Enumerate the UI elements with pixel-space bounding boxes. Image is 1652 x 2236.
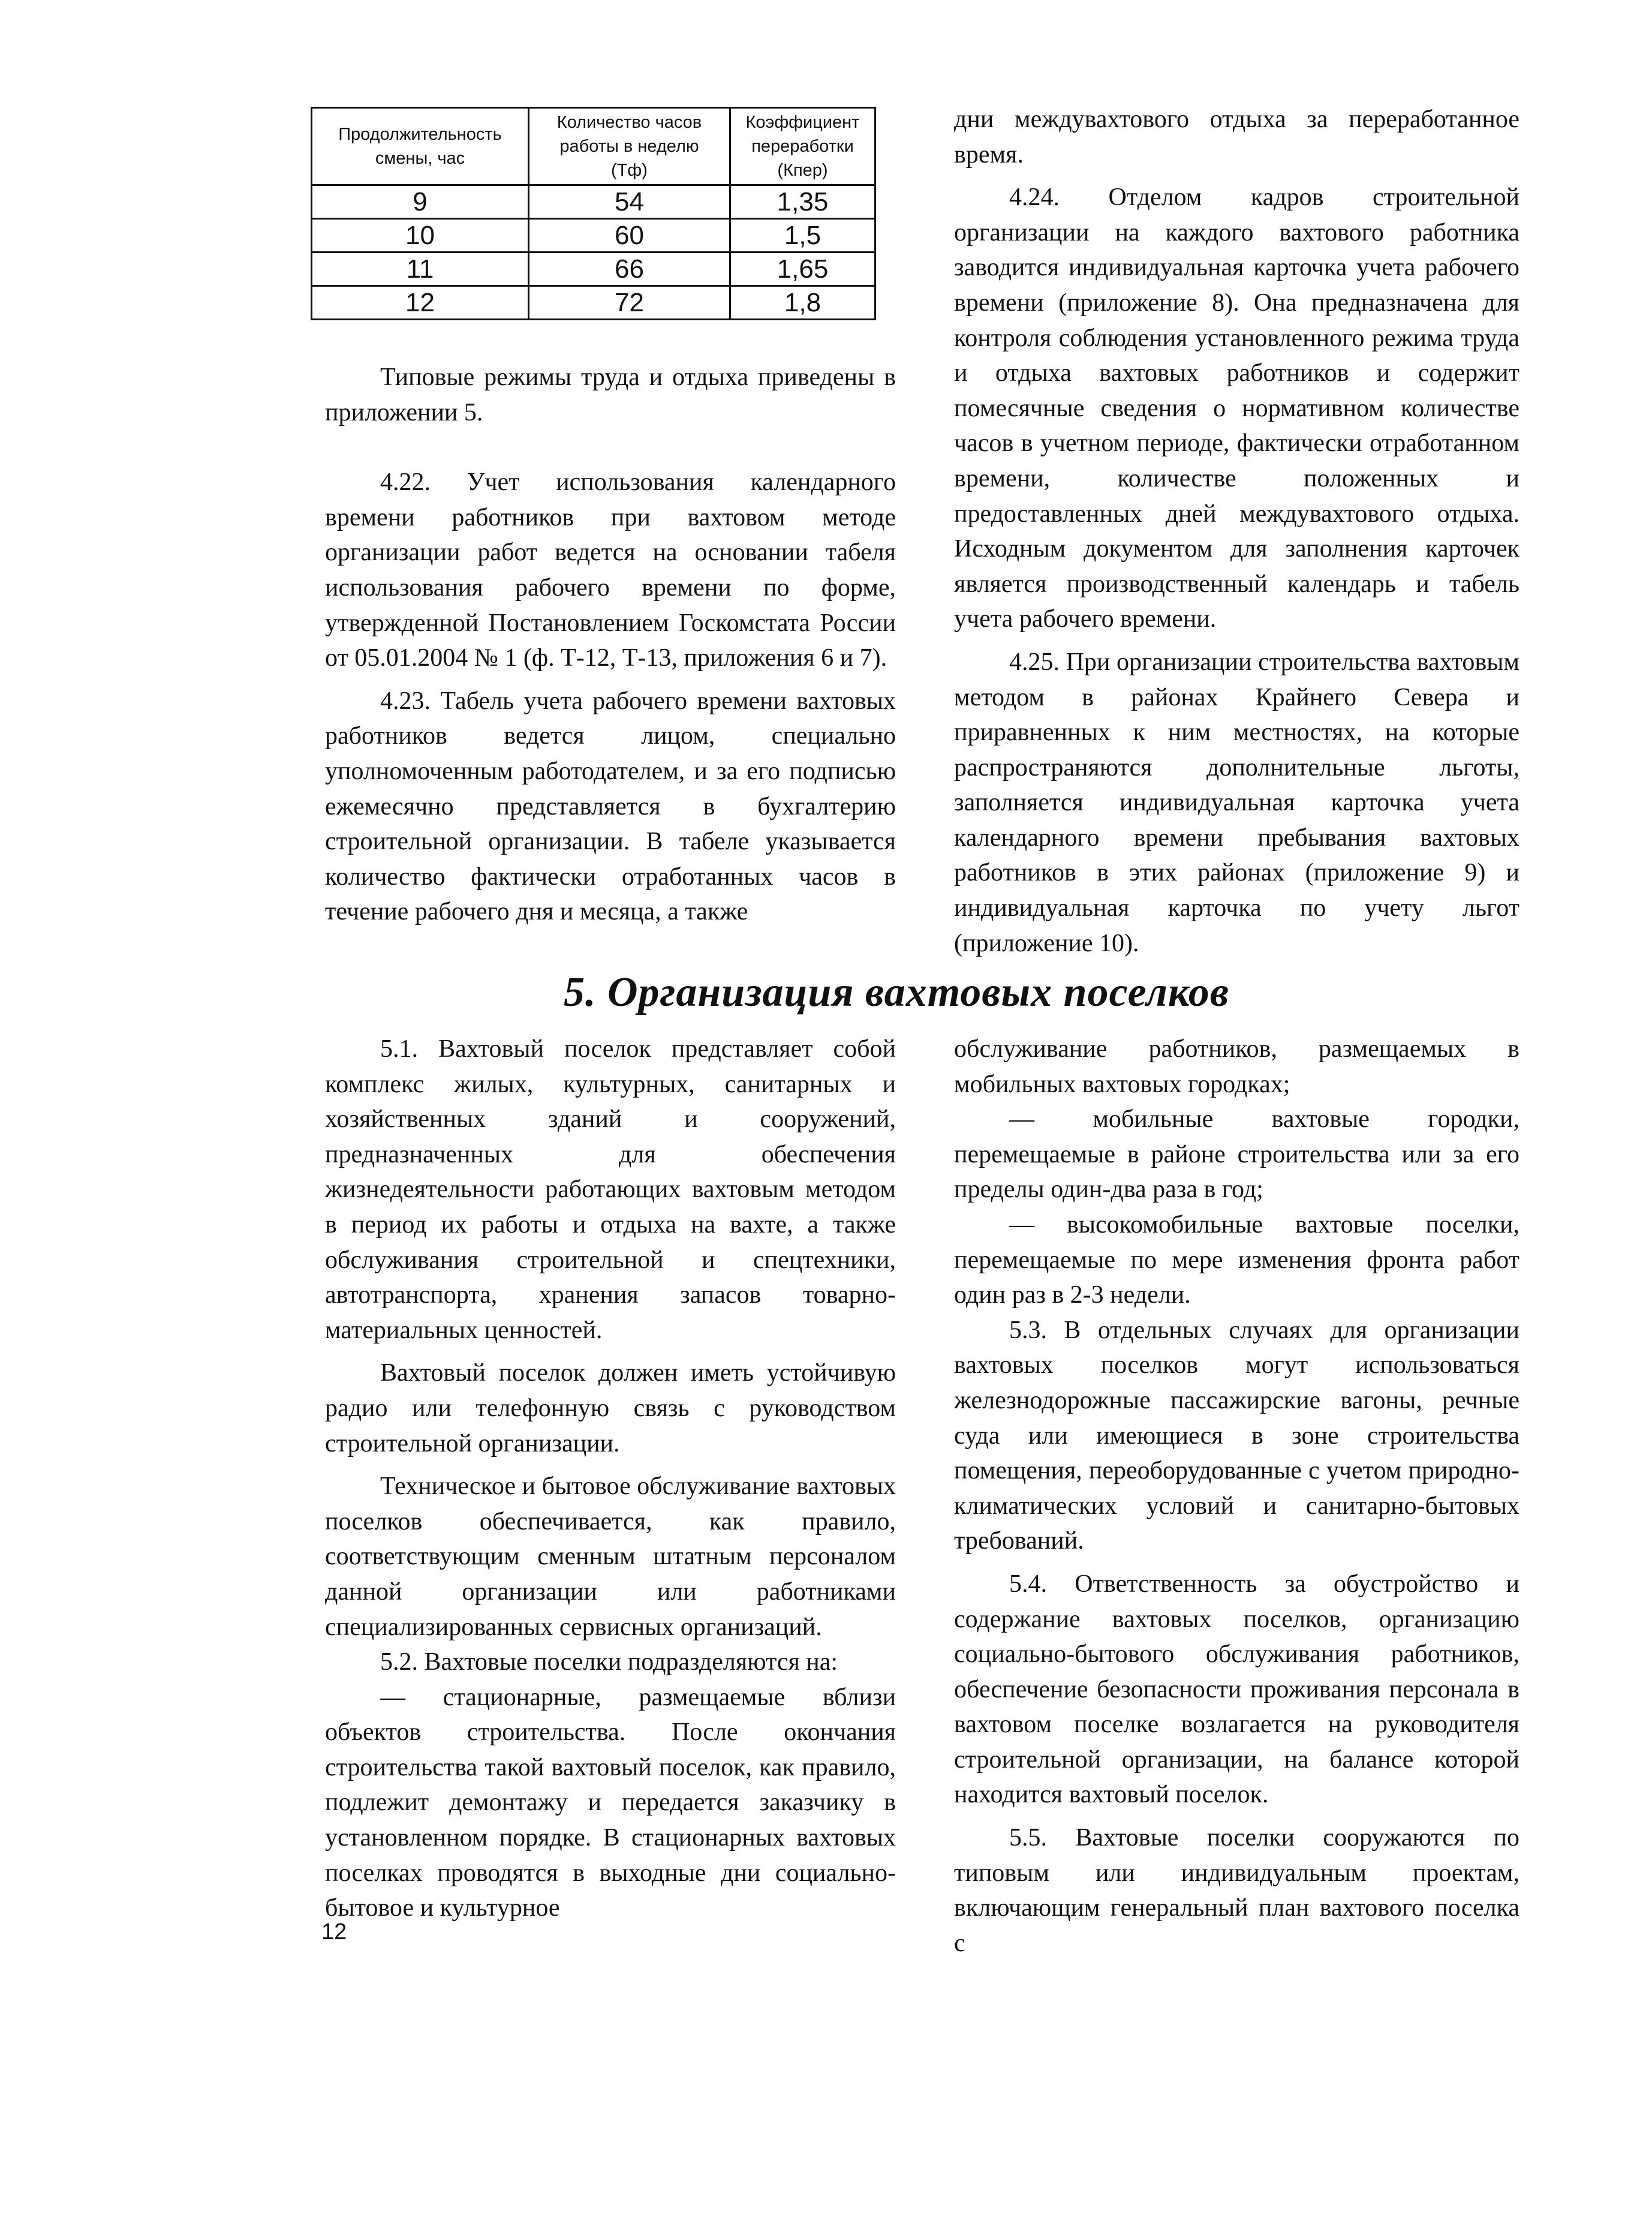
paragraph: Типовые режимы труда и отдыха приведены в приложении 5. [325,363,896,426]
table-cell: 9 [312,185,529,219]
paragraph: 5.5. Вахтовые поселки сооружаются по типовым или индивидуальным проектам, включающим генеральный план вахтового поселка с [954,1824,1519,1957]
table-cell: 1,5 [730,219,875,253]
paragraph: 5.2. Вахтовые поселки подразделяются на: [380,1648,838,1676]
table-cell: 60 [529,219,730,253]
table-header-row [312,108,875,185]
table-row [312,286,875,320]
paragraph: 5.4. Ответственность за обустройство и содержание вахтовых поселков, организацию социально-бытового обслуживания работников, обеспечение безопасности проживания персонала в вахтовом поселке возлагается на руководителя строительной организации, на балансе которой находится вахтовый поселок. [954,1570,1519,1809]
left-column-bottom [325,1032,896,1926]
table-row [312,219,875,253]
table-cell: 66 [529,253,730,286]
table-cell: 11 [312,253,529,286]
paragraph: 4.25. При организации строительства вахтовым методом в районах Крайнего Севера и приравненных к ним местностях, на которые распространяются дополнительные льготы, заполняется индивидуальная карточка учета календарного времени пребывания вахтовых работников в этих районах (приложение 9) и индивидуальная карточка по учету льгот (приложение 10). [954,648,1519,957]
table-cell: 54 [529,185,730,219]
right-column-top [954,102,1519,961]
table-cell: 72 [529,286,730,320]
paragraph: Техническое и бытовое обслуживание вахтовых поселков обеспечивается, как правило, соответствующим сменным штатным персоналом данной организации или работниками специализированных сервисных организаций. [325,1472,896,1641]
paragraph: 4.23. Табель учета рабочего времени вахтовых работников ведется лицом, специально уполномоченным работодателем, и за его подписью ежемесячно представляется в бухгалтерию строительной организации. В табеле указывается количество фактически отработанных часов в течение рабочего дня и месяца, а также [325,687,896,926]
table-cell: 1,35 [730,185,875,219]
header-weekly-hours: Количество часов работы в неделю (Тф) [529,108,730,185]
table-cell: 12 [312,286,529,320]
overtime-coefficient-table [311,107,876,320]
table-cell: 10 [312,219,529,253]
table-row [312,185,875,219]
paragraph: 4.24. Отделом кадров строительной организации на каждого вахтового работника заводится индивидуальная карточка учета рабочего времени (приложение 8). Она предназначена для контроля соблюдения установленного режима труда и отдыха вахтовых работников и содержит помесячные сведения о нормативном количестве часов в учетном периоде, фактически отработанном времени, количестве положенных и предоставленных дней междувахтового отдыха. Исходным документом для заполнения карточек является производственный календарь и табель учета рабочего времени. [954,184,1519,633]
table-row [312,253,875,286]
paragraph: 5.1. Вахтовый поселок представляет собой комплекс жилых, культурных, санитарных и хозяйственных зданий и сооружений, предназначенных для обеспечения жизнедеятельности работающих вахтовым методом в период их работы и отдыха на вахте, а также обслуживания строительной и спецтехники, автотранспорта, хранения запасов товарно-материальных ценностей. [325,1035,896,1344]
paragraph: 5.3. В отдельных случаях для организации вахтовых поселков могут использоваться железнодорожные пассажирские вагоны, речные суда или имеющиеся в зоне строительства помещения, переоборудованные с учетом природно-климатических условий и санитарно-бытовых требований. [954,1316,1519,1555]
section-heading: 5. Организация вахтовых поселков [564,969,1229,1015]
page-number: 12 [321,1919,347,1945]
table-cell: 1,65 [730,253,875,286]
left-column-top [325,360,896,930]
paragraph: дни междувахтового отдыха за переработанное время. [954,106,1519,169]
header-overtime-coefficient: Коэффициент переработки (Кпер) [730,108,875,185]
paragraph: — мобильные вахтовые городки, перемещаемые в районе строительства или за его пределы один-два раза в год; [954,1105,1519,1204]
paragraph: — стационарные, размещаемые вблизи объектов строительства. После окончания строительства такой вахтовый поселок, как правило, подлежит демонтажу и передается заказчику в установленном порядке. В стационарных вахтовых поселках проводятся в выходные дни социально-бытовое и культурное [325,1683,896,1922]
paragraph: — высокомобильные вахтовые поселки, перемещаемые по мере изменения фронта работ один раз в 2-3 недели. [954,1210,1519,1309]
right-column-bottom [954,1032,1519,1961]
paragraph: 4.22. Учет использования календарного времени работников при вахтовом методе организации работ ведется на основании табеля использования рабочего времени по форме, утвержденной Постановлением Госкомстата России от 05.01.2004 № 1 (ф. Т-12, Т-13, приложения 6 и 7). [325,468,896,672]
paragraph: Вахтовый поселок должен иметь устойчивую радио или телефонную связь с руководством строительной организации. [325,1359,896,1457]
paragraph: обслуживание работников, размещаемых в мобильных вахтовых городках; [954,1035,1519,1098]
header-shift-duration: Продолжительность смены, час [312,108,529,185]
table-cell: 1,8 [730,286,875,320]
